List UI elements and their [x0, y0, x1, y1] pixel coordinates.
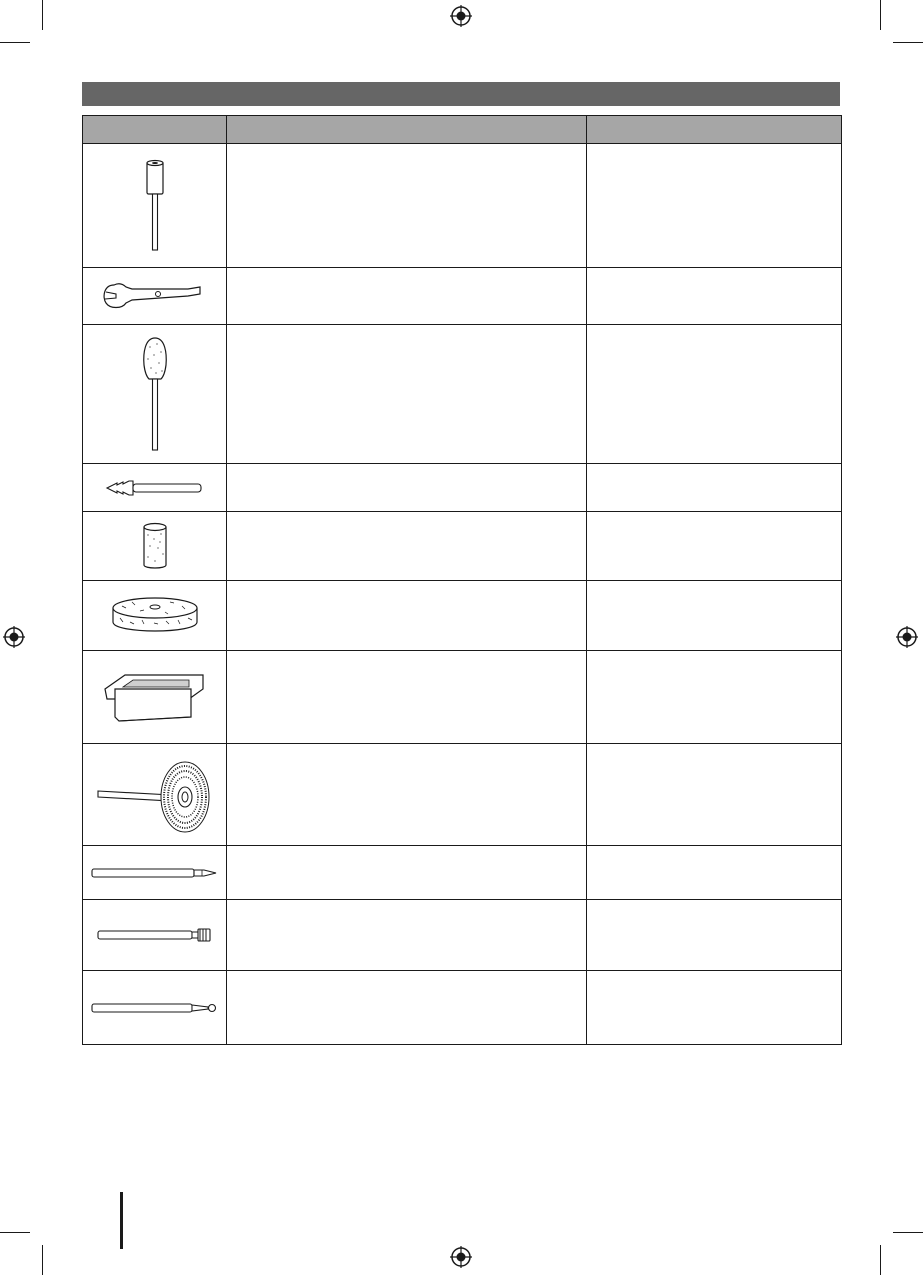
table-row [83, 581, 842, 651]
description-cell [227, 900, 587, 971]
description-cell [227, 325, 587, 464]
use-cell [587, 464, 842, 512]
felt-polishing-tip-icon [135, 335, 175, 453]
table-row [83, 971, 842, 1045]
crop-mark [42, 0, 43, 30]
use-cell [587, 268, 842, 325]
crop-mark [893, 42, 923, 43]
description-cell [227, 464, 587, 512]
description-cell [227, 744, 587, 846]
description-cell [227, 144, 587, 268]
column-header-description [227, 116, 587, 144]
use-cell [587, 651, 842, 744]
image-cell [83, 846, 227, 900]
table-row [83, 464, 842, 512]
registration-mark-icon [450, 1246, 472, 1268]
table-row [83, 651, 842, 744]
cone-grinding-bit-icon [105, 478, 205, 498]
description-cell [227, 971, 587, 1045]
description-cell [227, 581, 587, 651]
table-row [83, 325, 842, 464]
sanding-drum-icon [135, 158, 175, 253]
image-cell [83, 581, 227, 651]
column-header-image [83, 116, 227, 144]
description-cell [227, 268, 587, 325]
description-cell [227, 846, 587, 900]
registration-mark-icon [896, 626, 918, 648]
ball-engraving-bit-icon [90, 1000, 220, 1016]
image-cell [83, 744, 227, 846]
felt-cylinder-icon [140, 521, 170, 571]
use-cell [587, 971, 842, 1045]
section-title [82, 86, 90, 102]
crop-mark [880, 0, 881, 30]
use-cell [587, 581, 842, 651]
section-title-bar [82, 82, 840, 106]
image-cell [83, 325, 227, 464]
table-row [83, 900, 842, 971]
description-cell [227, 512, 587, 581]
crop-mark [880, 1245, 881, 1275]
description-cell [227, 651, 587, 744]
registration-mark-icon [450, 5, 472, 27]
crop-mark [42, 1245, 43, 1275]
table-row [83, 268, 842, 325]
use-cell [587, 900, 842, 971]
engraving-cutter-icon [90, 865, 220, 881]
table-row [83, 512, 842, 581]
image-cell [83, 268, 227, 325]
image-cell [83, 971, 227, 1045]
use-cell [587, 846, 842, 900]
table-header-row [83, 116, 842, 144]
table-row [83, 846, 842, 900]
registration-mark-icon [3, 626, 25, 648]
image-cell [83, 651, 227, 744]
use-cell [587, 512, 842, 581]
wire-wheel-brush-icon [95, 755, 215, 835]
image-cell [83, 464, 227, 512]
table-row [83, 144, 842, 268]
crop-mark [0, 1232, 30, 1233]
wrench-icon [100, 279, 210, 313]
crop-mark [0, 42, 30, 43]
column-header-use [587, 116, 842, 144]
crop-mark [893, 1232, 923, 1233]
image-cell [83, 900, 227, 971]
use-cell [587, 325, 842, 464]
accessories-table [82, 115, 842, 1045]
page-margin-bar [120, 1192, 123, 1249]
use-cell [587, 144, 842, 268]
polishing-paste-tray-icon [103, 667, 207, 727]
cotton-polishing-wheel-icon [110, 594, 200, 638]
use-cell [587, 744, 842, 846]
cylinder-cutter-icon [96, 926, 214, 944]
table-row [83, 744, 842, 846]
image-cell [83, 144, 227, 268]
image-cell [83, 512, 227, 581]
